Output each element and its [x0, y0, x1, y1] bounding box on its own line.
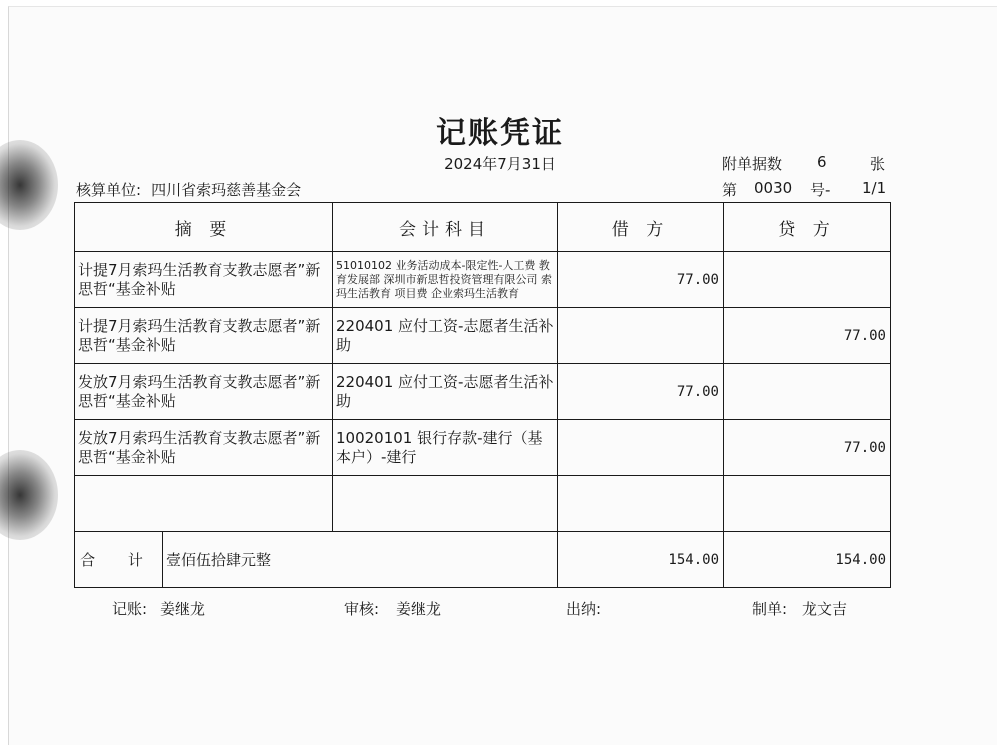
- row-debit: [558, 420, 724, 476]
- row-summary: [75, 476, 333, 532]
- voucher-page: 1/1: [862, 179, 887, 197]
- row-summary: 计提7月索玛生活教育支教志愿者”新思哲“基金补贴: [75, 308, 333, 364]
- voucher-number-prefix: 第: [722, 181, 738, 199]
- bookkeeper-label: 记账:: [112, 600, 148, 618]
- row-credit: [724, 476, 891, 532]
- attachments-number: 6: [817, 153, 827, 171]
- table-row: [75, 364, 891, 420]
- row-credit: 77.00: [724, 308, 891, 364]
- accounting-unit: [76, 179, 301, 200]
- attachments-label: 附单据数: [722, 155, 783, 173]
- total-label: 合 计: [75, 532, 163, 588]
- cashier-label: 出纳:: [566, 600, 602, 618]
- preparer-name: 龙文吉: [802, 600, 848, 618]
- attachments-count: [722, 153, 886, 174]
- row-summary: 发放7月索玛生活教育支教志愿者”新思哲“基金补贴: [75, 420, 333, 476]
- table-row: [75, 252, 891, 308]
- table-header-row: [75, 203, 891, 252]
- row-debit: [558, 476, 724, 532]
- row-account: [333, 476, 558, 532]
- table-row: [75, 420, 891, 476]
- bookkeeper-name: 姜继龙: [160, 600, 206, 618]
- total-row: [75, 532, 891, 588]
- reviewer-name: 姜继龙: [396, 600, 442, 618]
- row-debit: 77.00: [558, 252, 724, 308]
- voucher-number-value: 0030: [754, 179, 793, 197]
- table-row-empty: [75, 476, 891, 532]
- row-summary: 计提7月索玛生活教育支教志愿者”新思哲“基金补贴: [75, 252, 333, 308]
- header-account: 会计科目: [333, 203, 558, 252]
- row-credit: [724, 252, 891, 308]
- header-debit: 借 方: [558, 203, 724, 252]
- row-credit: 77.00: [724, 420, 891, 476]
- total-amount-words: 壹佰伍拾肆元整: [163, 532, 558, 588]
- voucher-date: 2024年7月31日: [444, 155, 556, 173]
- voucher-table: [74, 202, 891, 588]
- table-row: [75, 308, 891, 364]
- header-credit: 贷 方: [724, 203, 891, 252]
- voucher-number-suffix: 号-: [810, 181, 831, 199]
- row-summary: 发放7月索玛生活教育支教志愿者”新思哲“基金补贴: [75, 364, 333, 420]
- row-account: 220401 应付工资-志愿者生活补助: [333, 364, 558, 420]
- row-account: 10020101 银行存款-建行（基本户）-建行: [333, 420, 558, 476]
- total-debit: 154.00: [558, 532, 724, 588]
- row-credit: [724, 364, 891, 420]
- row-account: 51010102 业务活动成本-限定性-人工费 教育发展部 深圳市新思哲投资管理有限公司 索玛生活教育 项目费 企业索玛生活教育: [333, 252, 558, 308]
- preparer-label: 制单:: [752, 600, 788, 618]
- row-debit: [558, 308, 724, 364]
- row-debit: 77.00: [558, 364, 724, 420]
- reviewer-label: 审核:: [344, 600, 380, 618]
- total-credit: 154.00: [724, 532, 891, 588]
- accounting-unit-value: 四川省索玛慈善基金会: [151, 181, 302, 199]
- header-summary: 摘 要: [75, 203, 333, 252]
- voucher-title: 记账凭证: [436, 116, 564, 151]
- row-account: 220401 应付工资-志愿者生活补助: [333, 308, 558, 364]
- accounting-unit-label: 核算单位:: [76, 181, 142, 199]
- attachments-unit: 张: [870, 155, 886, 173]
